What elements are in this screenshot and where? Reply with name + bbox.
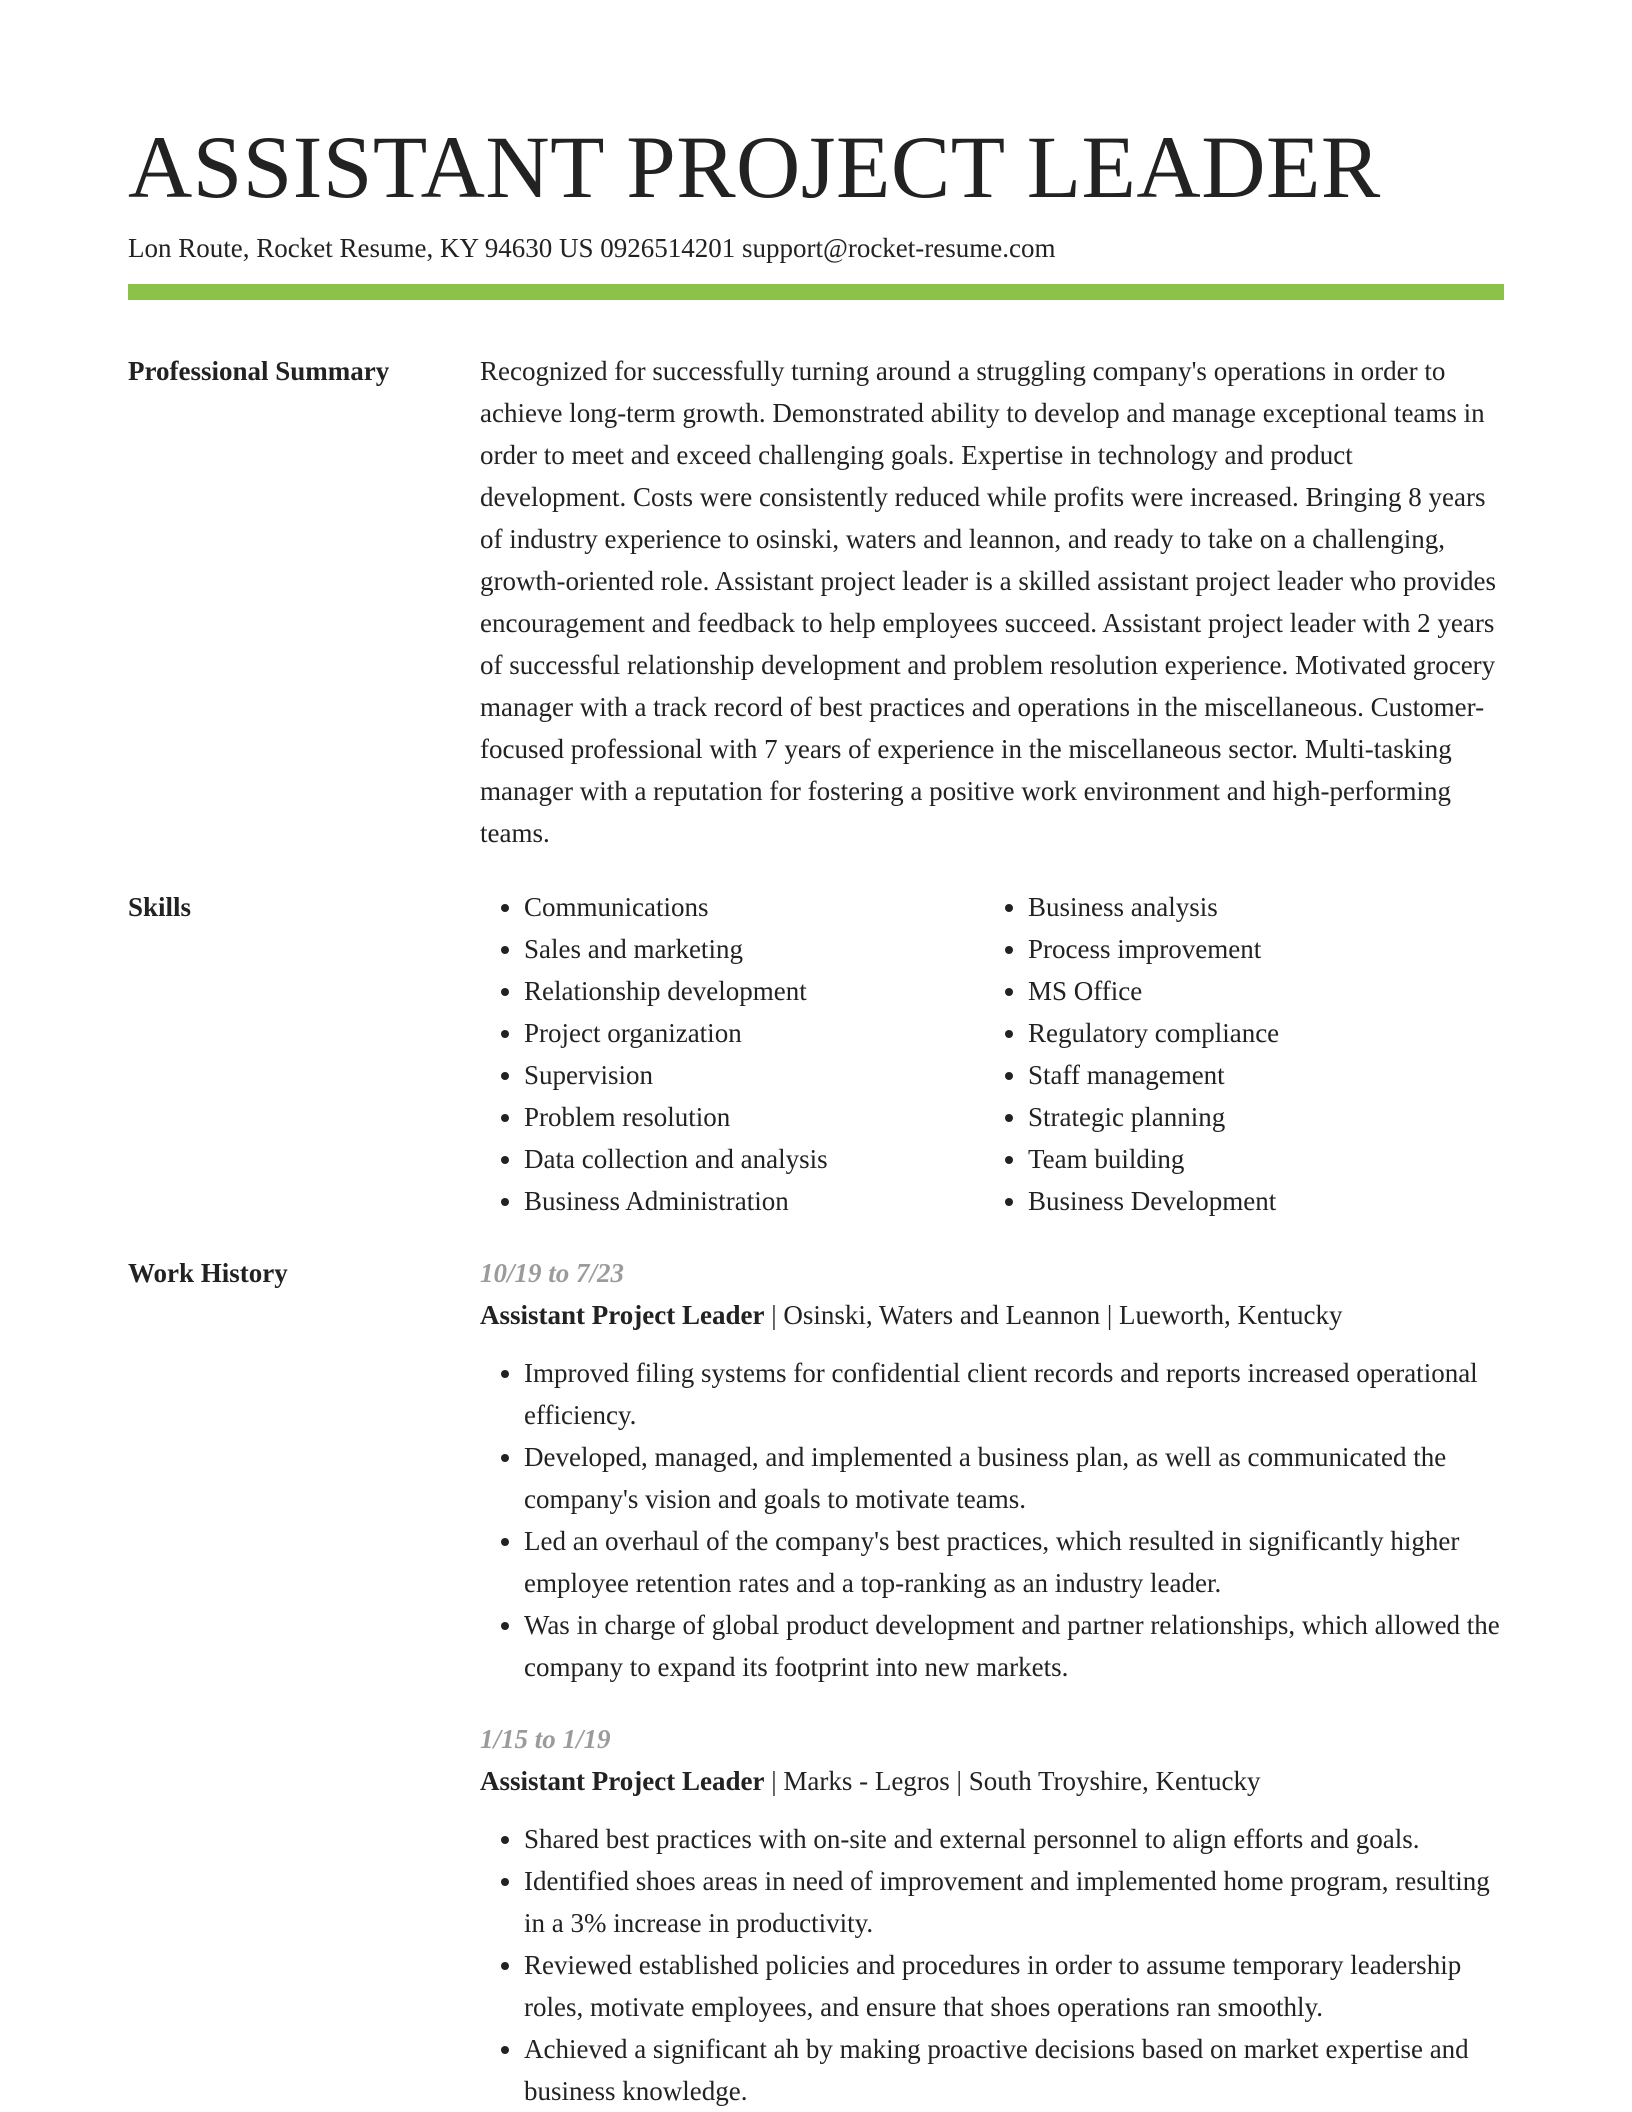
job-bullet: • Identified shoes areas in need of improvement and implemented home program, resulting in a 3% increase in productivity. xyxy=(524,1860,1504,1944)
job-title: Assistant Project Leader xyxy=(480,1766,765,1796)
work-body xyxy=(480,1252,1504,2112)
job-details: | Marks - Legros | South Troyshire, Kentucky xyxy=(764,1766,1261,1796)
resume-page xyxy=(128,0,1504,2112)
skill-item: • Regulatory compliance xyxy=(1028,1012,1488,1054)
job-bullet: • Reviewed established policies and procedures in order to assume temporary leadership roles, motivate employees, and ensure that shoes operations ran smoothly. xyxy=(524,1944,1504,2028)
summary-text: Recognized for successfully turning around a struggling company's operations in order to achieve long-term growth. Demonstrated ability to develop and manage exceptional teams in order to meet and exceed challenging goals. Expertise in technology and product development. Costs were consistently reduced while profits were increased. Bringing 8 years of industry experience to osinski, waters and leannon, and ready to take on a challenging, growth-oriented role. Assistant project leader is a skilled assistant project leader who provides encouragement and feedback to help employees succeed. Assistant project leader with 2 years of successful relationship development and problem resolution experience. Motivated grocery manager with a track record of best practices and operations in the miscellaneous. Customer-focused professional with 7 years of experience in the miscellaneous sector. Multi-tasking manager with a reputation for fostering a positive work environment and high-performing teams. xyxy=(480,356,1496,848)
job-heading xyxy=(480,1760,1504,1802)
skills-section xyxy=(128,886,1504,1222)
job-bullets xyxy=(480,1818,1504,2112)
resume-name: ASSISTANT PROJECT LEADER xyxy=(128,119,1381,217)
job-dates: 10/19 to 7/23 xyxy=(480,1258,625,1288)
skill-item: • MS Office xyxy=(1028,970,1488,1012)
skill-item: • Team building xyxy=(1028,1138,1488,1180)
job-bullet: • Was in charge of global product development and partner relationships, which allowed the company to expand its footprint into new markets. xyxy=(524,1604,1504,1688)
header-divider xyxy=(128,284,1504,300)
skill-item: • Problem resolution xyxy=(524,1096,984,1138)
job-bullet: • Achieved a significant ah by making proactive decisions based on market expertise and business knowledge. xyxy=(524,2028,1504,2112)
skill-item: • Staff management xyxy=(1028,1054,1488,1096)
section-title-summary: Professional Summary xyxy=(128,356,390,386)
skill-item: • Business Administration xyxy=(524,1180,984,1222)
skills-list-right xyxy=(984,886,1488,1222)
summary-body xyxy=(480,350,1504,854)
job-entry xyxy=(480,1718,1504,2112)
skills-body xyxy=(480,886,1504,1222)
skill-item: • Supervision xyxy=(524,1054,984,1096)
job-dates: 1/15 to 1/19 xyxy=(480,1724,611,1754)
job-entry xyxy=(480,1252,1504,1688)
skill-item: • Process improvement xyxy=(1028,928,1488,970)
skill-item: • Business Development xyxy=(1028,1180,1488,1222)
job-bullet: • Improved filing systems for confidential client records and reports increased operational efficiency. xyxy=(524,1352,1504,1436)
job-bullet: • Developed, managed, and implemented a business plan, as well as communicated the company's vision and goals to motivate teams. xyxy=(524,1436,1504,1520)
work-history-section xyxy=(128,1252,1504,2112)
skill-item: • Communications xyxy=(524,886,984,928)
skill-item: • Business analysis xyxy=(1028,886,1488,928)
skill-item: • Data collection and analysis xyxy=(524,1138,984,1180)
section-title-work: Work History xyxy=(128,1258,288,1288)
skills-list-left xyxy=(480,886,984,1222)
skill-item: • Relationship development xyxy=(524,970,984,1012)
skill-item: • Project organization xyxy=(524,1012,984,1054)
job-title: Assistant Project Leader xyxy=(480,1300,765,1330)
job-details: | Osinski, Waters and Leannon | Lueworth, Kentucky xyxy=(764,1300,1343,1330)
job-bullet: • Shared best practices with on-site and external personnel to align efforts and goals. xyxy=(524,1818,1504,1860)
job-bullet: • Led an overhaul of the company's best practices, which resulted in significantly higher employee retention rates and a top-ranking as an industry leader. xyxy=(524,1520,1504,1604)
skill-item: • Strategic planning xyxy=(1028,1096,1488,1138)
job-bullets xyxy=(480,1352,1504,1688)
contact-info: Lon Route, Rocket Resume, KY 94630 US 0926514201 support@rocket-resume.com xyxy=(128,233,1056,263)
job-heading xyxy=(480,1294,1504,1336)
skills-columns xyxy=(480,886,1504,1222)
skill-item: • Sales and marketing xyxy=(524,928,984,970)
section-title-skills: Skills xyxy=(128,892,192,922)
professional-summary-section xyxy=(128,350,1504,854)
